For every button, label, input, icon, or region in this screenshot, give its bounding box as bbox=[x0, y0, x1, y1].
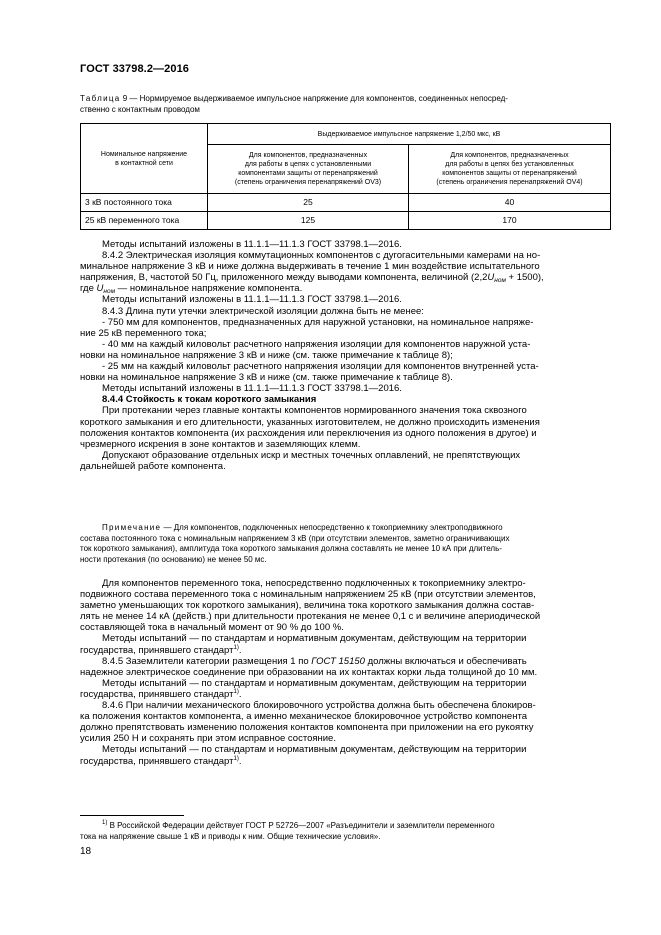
col-ov3-header bbox=[208, 145, 409, 194]
table-caption-word: Таблица bbox=[80, 94, 121, 103]
header-line: компонентами защиты от перенапряжений bbox=[238, 170, 378, 177]
list-item: - 25 мм на каждый киловольт расчетного напряжения изоляции для компонентов внутренней уста- новки на номинальное напряжение 3 кВ и ниже (см. также примечание к таблице 8). bbox=[80, 361, 539, 384]
table-row bbox=[81, 212, 611, 230]
footnote-ref: 1) bbox=[233, 644, 239, 651]
note-block: Примечание — Для компонентов, подключенных непосредственно к токоприемнику электроподвижного состава постоянного тока с номинальным напряжением 3 кВ (при отсутствии элементов, заметно ограничивающих ток короткого замыкания), амплитуда тока короткого замыкания должна составлять не менее 10 кА при длитель- ности протекания (по основанию) не менее 50 мс. bbox=[80, 523, 510, 564]
gost-15150-ref: ГОСТ 15150 bbox=[311, 655, 365, 667]
header-line: для работы в цепях без установленных bbox=[445, 161, 574, 168]
paragraph-sparks: Допускают образование отдельных искр и местных точечных оплавлений, не препятствующих дальнейшей работе компонента. bbox=[80, 449, 521, 472]
document-header: ГОСТ 33798.2—2016 bbox=[80, 63, 190, 75]
footnote-ref: 1) bbox=[233, 688, 239, 695]
paragraph-8-4-5: 8.4.5 Заземлители категории размещения 1 по ГОСТ 15150 должны включаться и обеспечивать надежное электрическое соединение при образовании на их контактах корки льда толщиной до 10 мм. bbox=[80, 655, 538, 678]
table-caption-text: 9 — Нормируемое выдерживаемое импульсное напряжение для компонентов, соединенных непосред- bbox=[120, 94, 508, 103]
row-label: 25 кВ переменного тока bbox=[81, 212, 208, 230]
list-item: - 750 мм для компонентов, предназначенных для наружной установки, на номинальное напряже- ние 25 кВ переменного тока; bbox=[80, 316, 534, 339]
ov4-value: 170 bbox=[409, 212, 611, 230]
ov3-value: 125 bbox=[208, 212, 409, 230]
section-heading-8-4-4: 8.4.4 Стойкость к токам короткого замыкания bbox=[102, 394, 317, 406]
footnote-ref: 1) bbox=[233, 755, 239, 762]
body-text-block-2 bbox=[80, 578, 610, 767]
test-methods-paragraph: Методы испытаний — по стандартам и нормативным документам, действующим на территории государства, принявшего стандарт$^{1)}$. bbox=[80, 633, 527, 656]
footnote: $^{1)}$ В Российской Федерации действует ГОСТ Р 52726—2007 «Разъединители и заземлители переменного тока на напряжение свыше 1 кВ и приводы к ним. Общие технические условия». bbox=[80, 820, 495, 841]
footnote-mark: 1) bbox=[102, 820, 108, 826]
table-caption bbox=[80, 93, 610, 115]
header-line: Для компонентов, предназначенных bbox=[248, 152, 368, 159]
test-methods-paragraph: Методы испытаний — по стандартам и нормативным документам, действующим на территории государства, принявшего стандарт$^{1)}$. bbox=[80, 744, 527, 767]
col-ov4-header bbox=[409, 145, 611, 194]
footnote-divider bbox=[80, 815, 184, 816]
row-header-line: в контактной сети bbox=[115, 159, 173, 167]
row-label: 3 кВ постоянного тока bbox=[81, 194, 208, 212]
test-methods-paragraph: Методы испытаний — по стандартам и нормативным документам, действующим на территории государства, принявшего стандарт$^{1)}$. bbox=[80, 677, 527, 700]
header-line: Для компонентов, предназначенных bbox=[450, 152, 569, 159]
row-header-cell bbox=[81, 124, 208, 194]
test-methods-paragraph: Методы испытаний изложены в 11.1.1—11.1.3 ГОСТ 33798.1—2016. bbox=[102, 239, 402, 250]
table-row bbox=[81, 194, 611, 212]
body-text-block-1 bbox=[80, 239, 610, 472]
col-main-header: Выдерживаемое импульсное напряжение 1,2/50 мкс, кВ bbox=[208, 124, 611, 145]
paragraph-ac-components: Для компонентов переменного тока, непосредственно подключенных к токоприемнику электро- подвижного состава переменного тока с номинальным напряжением 25 кВ (при отсутствии элементов, заметно уменьшающих ток короткого замыкания), величина тока короткого замыкания должна состав- лять не менее 14 кА (действ.) при длительности протекания не менее 0,1 с и величине апериодической составляющей тока в начальный момент от 90 % до 100 %. bbox=[80, 578, 541, 634]
header-line: (степень ограничения перенапряжений OV4) bbox=[436, 179, 583, 186]
test-methods-paragraph: Методы испытаний изложены в 11.1.1—11.1.3 ГОСТ 33798.1—2016. bbox=[102, 294, 402, 306]
test-methods-paragraph: Методы испытаний изложены в 11.1.1—11.1.3 ГОСТ 33798.1—2016. bbox=[102, 383, 402, 395]
header-line: компонентов защиты от перенапряжений bbox=[442, 170, 577, 177]
impulse-voltage-table bbox=[80, 123, 611, 230]
table-caption-line2: ственно с контактным проводом bbox=[80, 105, 200, 114]
list-item: - 40 мм на каждый киловольт расчетного напряжения изоляции для компонентов наружной уста- новки на номинальное напряжение 3 кВ и ниже (см. также примечание к таблице 8); bbox=[80, 338, 531, 361]
header-line: для работы в цепях с установленными bbox=[244, 161, 372, 168]
header-line: (степень ограничения перенапряжений OV3) bbox=[234, 179, 382, 186]
paragraph-8-4-2: 8.4.2 Электрическая изоляция коммутационных компонентов с дугогасительными камерами на но- минальное напряжение 3 кВ и ниже должна выдерживать в течение 1 мин воздействие испытательного напряжения, В, частотой 50 Гц, приложенного между выводами компонента, величиной $(2,2U_{ном} + 1500)$, где $U_{ном}$ — номинальное напряжение компонента. bbox=[80, 250, 544, 296]
note-label: Примечание bbox=[102, 523, 162, 532]
paragraph-8-4-3: 8.4.3 Длина пути утечки электрической изоляции должна быть не менее: bbox=[102, 305, 424, 317]
row-header-line: Номинальное напряжение bbox=[100, 150, 188, 158]
ov3-value: 25 bbox=[208, 194, 409, 212]
ov4-value: 40 bbox=[409, 194, 611, 212]
paragraph-8-4-6: 8.4.6 При наличии механического блокировочного устройства должна быть обеспечена блокиров- ка положения контактов компонента, а именно механическое блокировочное устройство компонента должно препятствовать изменению положения контактов компонента при приложении на его рукоятку усилия 250 Н и сохранять при этом исправное состояние. bbox=[80, 700, 536, 745]
paragraph-short-circuit: При протекании через главные контакты компонентов нормированного значения тока сквозного короткого замыкания и его длительности, указанных изготовителем, не должно происходить изменения положения контактов компонента (их расхождения или переключения из одного положения в другое) и чрезмерного искрения в зоне контактов и заземляющих клемм. bbox=[80, 405, 540, 450]
page-number: 18 bbox=[80, 846, 92, 857]
